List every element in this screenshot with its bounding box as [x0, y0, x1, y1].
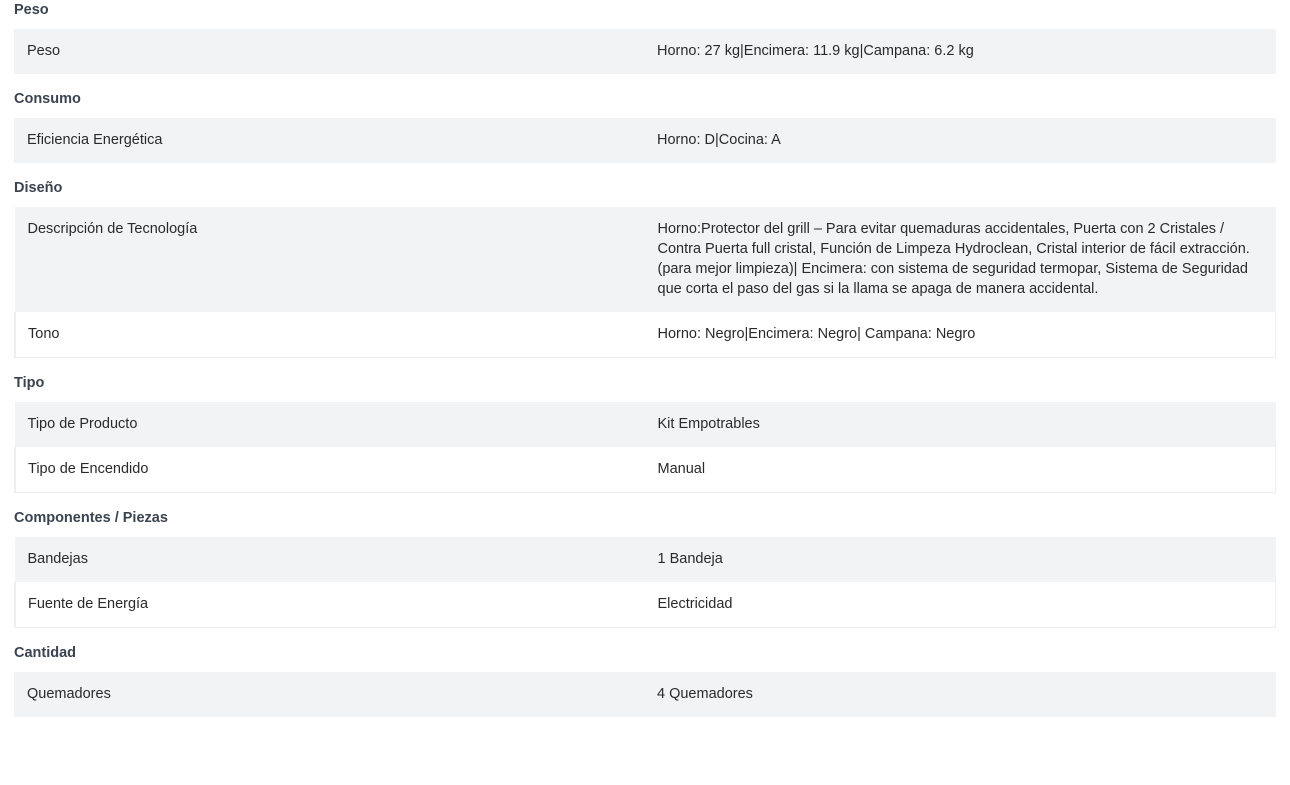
- spec-value: Horno: Negro|Encimera: Negro| Campana: Negro: [645, 312, 1276, 358]
- spec-label: Fuente de Energía: [15, 582, 645, 628]
- spec-label: Eficiencia Energética: [27, 132, 163, 148]
- spec-section-cantidad: [14, 645, 1276, 717]
- spec-value: Horno:Protector del grill – Para evitar quemaduras accidentales, Puerta con 2 Cristales / Contra Puerta full cristal, Función de Limpeza Hydroclean, Cristal interior de fácil extracción. (para mejor limpieza)| Encimera: con sistema de seguridad termopar, Sistema de Seguridad que corta el paso del gas si la llama se apaga de manera accidental.: [657, 221, 1250, 297]
- spec-label: Peso: [27, 43, 61, 59]
- section-title: Peso: [14, 2, 49, 18]
- spec-section-tipo: [14, 375, 1276, 493]
- spec-label: Descripción de Tecnología: [27, 221, 198, 237]
- spec-row: [15, 582, 1276, 628]
- spec-table: [14, 537, 1276, 628]
- spec-row: [15, 312, 1276, 358]
- spec-label: Tipo de Producto: [27, 416, 138, 432]
- spec-label: Bandejas: [27, 551, 88, 567]
- spec-table: [14, 29, 1276, 74]
- spec-value: Horno: 27 kg|Encimera: 11.9 kg|Campana: 6.2 kg: [657, 43, 974, 59]
- spec-value: Manual: [645, 447, 1276, 493]
- spec-table: [14, 207, 1276, 358]
- section-title: Tipo: [14, 375, 45, 391]
- spec-row: [14, 29, 1276, 74]
- section-title: Consumo: [14, 91, 81, 107]
- spec-label: Tono: [15, 312, 645, 358]
- spec-value: Electricidad: [645, 582, 1276, 628]
- spec-section-peso: [14, 2, 1276, 74]
- spec-value: 1 Bandeja: [657, 551, 723, 567]
- spec-row: [15, 402, 1276, 447]
- spec-table: [14, 672, 1276, 717]
- spec-section-consumo: [14, 91, 1276, 163]
- spec-value: Kit Empotrables: [657, 416, 760, 432]
- spec-value: Horno: D|Cocina: A: [657, 132, 781, 148]
- spec-label: Quemadores: [27, 686, 111, 702]
- spec-row: [14, 672, 1276, 717]
- spec-row: [15, 537, 1276, 582]
- spec-section-componentes: [14, 510, 1276, 628]
- spec-label: Tipo de Encendido: [15, 447, 645, 493]
- spec-row: [15, 447, 1276, 493]
- spec-row: [14, 118, 1276, 163]
- section-title: Diseño: [14, 180, 63, 196]
- spec-value: 4 Quemadores: [657, 686, 753, 702]
- spec-table: [14, 402, 1276, 493]
- spec-row: [15, 207, 1276, 312]
- spec-table: [14, 118, 1276, 163]
- spec-section-diseno: [14, 180, 1276, 358]
- section-title: Cantidad: [14, 645, 77, 661]
- section-title: Componentes / Piezas: [14, 510, 168, 526]
- product-specifications: [14, 0, 1276, 717]
